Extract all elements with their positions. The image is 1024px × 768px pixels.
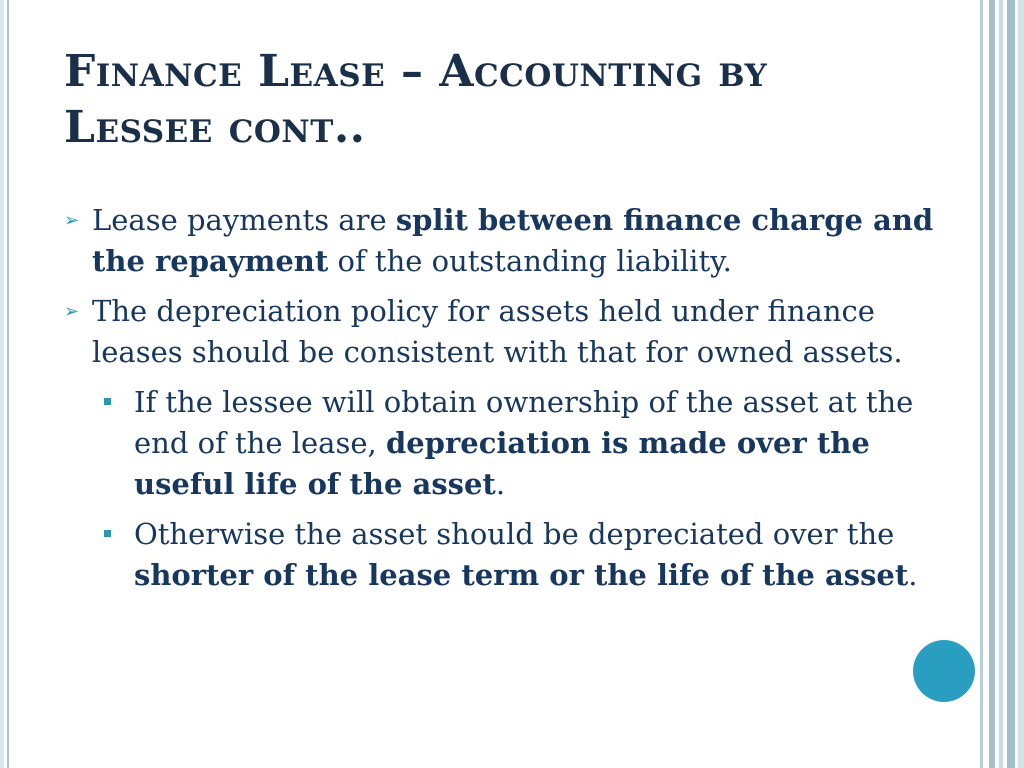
square-bullet-icon: [104, 398, 111, 405]
bullet-1-text-post: of the outstanding liability.: [328, 244, 732, 278]
decorative-circle-icon: [913, 640, 975, 702]
arrow-bullet-icon: ➢: [64, 301, 80, 322]
sub-bullet-2-text-post: .: [908, 558, 918, 592]
sub-bullet-2-text-pre: Otherwise the asset should be depreciated over the: [134, 517, 895, 551]
sub-bullet-1: [104, 382, 964, 505]
bullet-1-text-pre: Lease payments are: [92, 203, 396, 237]
right-stripes: [980, 0, 1024, 768]
title-line-1: Finance Lease – Accounting by: [64, 46, 768, 97]
bullet-1-text-bold: split between finance charge and the repayment: [92, 203, 934, 278]
sub-bullet-2: [104, 514, 964, 596]
sub-bullet-1-text-bold: depreciation is made over the useful life of the asset: [134, 426, 870, 501]
bullet-1: [64, 200, 964, 282]
arrow-bullet-icon: ➢: [64, 210, 80, 231]
title-line-2: Lessee cont..: [64, 102, 366, 153]
sub-bullet-2-text-bold: shorter of the lease term or the life of the asset: [134, 558, 909, 592]
bullet-2-text: The depreciation policy for assets held under finance leases should be consistent with that for owned assets.: [92, 294, 903, 369]
left-border: [0, 0, 10, 768]
slide-content: [64, 200, 964, 605]
slide-title: [64, 44, 944, 156]
sub-bullet-1-text-pre: If the lessee will obtain ownership of the asset at the end of the lease,: [134, 385, 914, 460]
bullet-2: [64, 291, 964, 373]
square-bullet-icon: [104, 530, 111, 537]
sub-bullet-1-text-post: .: [495, 467, 506, 501]
